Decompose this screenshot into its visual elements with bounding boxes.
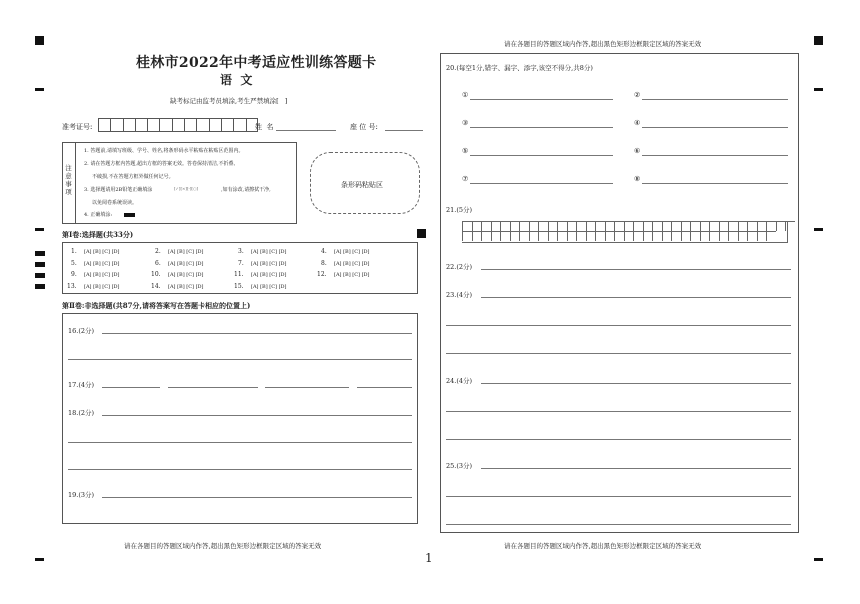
subject-title: 语 文 [220,73,253,87]
answer-line[interactable] [265,387,349,388]
registration-mark [814,88,823,91]
answer-line[interactable] [481,269,791,270]
choice-options[interactable]: [A] [B] [C] [D] [84,284,120,290]
blank-line[interactable] [642,183,788,184]
registration-mark [814,228,823,231]
question-number: 12. [317,271,327,278]
character-grid[interactable] [462,221,788,243]
blank-label: ⑧ [634,175,641,183]
blank-line[interactable] [642,99,788,100]
question-number: 1. [71,248,77,255]
answer-line[interactable] [102,333,412,334]
choice-options[interactable]: [A] [B] [C] [D] [251,284,287,290]
choice-options[interactable]: [A] [B] [C] [D] [168,284,204,290]
blank-label: ⑦ [462,175,469,183]
registration-mark [35,251,45,256]
exam-id-label: 准考证号: [62,123,93,131]
question-17-label: 17.(4分) [68,381,95,389]
question-16-label: 16.(2分) [68,327,95,335]
notice-item-4: 4. 正确填涂: [84,212,113,218]
question-23-label: 23.(4分) [446,291,473,299]
choice-options[interactable]: [A] [B] [C] [D] [334,272,370,278]
answer-line[interactable] [102,387,160,388]
choice-options[interactable]: [A] [B] [C] [D] [334,249,370,255]
answer-box-right [440,53,799,533]
choice-options[interactable]: [A] [B] [C] [D] [334,261,370,267]
choice-options[interactable]: [A] [B] [C] [D] [168,272,204,278]
choice-options[interactable]: [A] [B] [C] [D] [251,272,287,278]
choice-options[interactable]: [A] [B] [C] [D] [251,249,287,255]
blank-label: ② [634,91,641,99]
notice-item-2b: 不破损,不在答题方框外做任何记号。 [92,174,174,180]
blank-label: ⑥ [634,147,641,155]
blank-label: ① [462,91,469,99]
answer-line[interactable] [481,383,791,384]
choice-options[interactable]: [A] [B] [C] [D] [251,261,287,267]
part1-heading: 第Ⅰ卷:选择题(共33分) [62,230,134,239]
answer-line[interactable] [102,497,412,498]
choice-options[interactable]: [A] [B] [C] [D] [168,261,204,267]
absent-mark-note: 缺考标记由监考员填涂,考生严禁填涂[ ] [170,97,288,105]
registration-mark [35,88,44,91]
question-number: 9. [71,271,77,278]
top-note-right: 请在各题目的答题区域内作答,超出黑色矩形边框限定区域的答案无效 [504,40,702,48]
question-number: 4. [321,248,327,255]
registration-mark [35,262,45,267]
barcode-label: 条形码粘贴区 [341,181,383,189]
footer-note-right: 请在各题目的答题区域内作答,超出黑色矩形边框限定区域的答案无效 [504,542,702,550]
question-19-label: 19.(3分) [68,491,95,499]
choice-options[interactable]: [A] [B] [C] [D] [84,249,120,255]
notice-title: 注意事项 [65,164,72,196]
page-title: 桂林市2022年中考适应性训练答题卡 [136,55,377,71]
answer-line[interactable] [446,439,791,440]
answer-line[interactable] [68,359,412,360]
choice-options[interactable]: [A] [B] [C] [D] [84,261,120,267]
answer-line[interactable] [481,468,791,469]
answer-line[interactable] [481,297,791,298]
footer-note-left: 请在各题目的答题区域内作答,超出黑色矩形边框限定区域的答案无效 [124,542,322,550]
question-24-label: 24.(4分) [446,377,473,385]
question-number: 10. [151,271,161,278]
answer-line[interactable] [446,411,791,412]
registration-mark [35,558,44,561]
question-number: 2. [155,248,161,255]
question-25-label: 25.(3分) [446,462,473,470]
answer-line[interactable] [357,387,412,388]
blank-label: ⑤ [462,147,469,155]
blank-line[interactable] [642,127,788,128]
blank-line[interactable] [470,99,613,100]
name-label: 姓 名 [255,123,274,131]
question-number: 6. [155,260,161,267]
question-number: 14. [151,283,161,290]
notice-item-3: 3. 选择题请用2B铅笔正确填涂 [84,187,153,193]
notice-item-3b: ,如有涂改,请擦拭干净, [221,187,271,193]
answer-line[interactable] [446,325,791,326]
question-22-label: 22.(2分) [446,263,473,271]
choice-options[interactable]: [A] [B] [C] [D] [168,249,204,255]
answer-line[interactable] [102,415,412,416]
question-number: 7. [238,260,244,267]
question-number: 11. [234,271,244,278]
registration-mark [417,229,426,238]
blank-label: ④ [634,119,641,127]
registration-mark [35,36,44,45]
notice-item-3c: 以免阅卷系统误读。 [92,200,138,206]
answer-box-left [62,313,418,524]
answer-line[interactable] [446,524,791,525]
answer-line[interactable] [446,353,791,354]
blank-line[interactable] [470,155,613,156]
blank-line[interactable] [642,155,788,156]
question-18-label: 18.(2分) [68,409,95,417]
seat-label: 座 位 号: [350,123,378,131]
question-number: 13. [67,283,77,290]
correct-fill-sample [124,213,135,217]
registration-mark [35,228,44,231]
registration-mark [814,558,823,561]
name-field[interactable] [276,130,336,131]
wrong-fill-samples: [✓][×][-][○] [174,186,199,191]
notice-item-2: 2. 请在答题方框内答题,超出方框的答案无效。答卷保持清洁,不折叠、 [84,161,239,167]
notice-divider [75,142,76,224]
answer-line[interactable] [68,469,412,470]
registration-mark [814,36,823,45]
registration-mark [35,284,45,289]
seat-field[interactable] [385,130,423,131]
notice-item-1: 1. 答题前,请填写班级、学号、姓名,将条形码水平粘贴在粘贴区范围内。 [84,148,244,154]
blank-line[interactable] [470,127,613,128]
question-20-label: 20.(每空1分,错字、漏字、添字,该空不得分,共8分) [446,64,593,72]
question-number: 5. [71,260,77,267]
answer-line[interactable] [68,442,412,443]
choice-options[interactable]: [A] [B] [C] [D] [84,272,120,278]
question-number: 3. [238,248,244,255]
blank-line[interactable] [470,183,613,184]
page-number: 1 [425,551,433,565]
question-number: 15. [234,283,244,290]
registration-mark [35,273,45,278]
question-21-label: 21.(5分) [446,206,473,214]
answer-line[interactable] [446,496,791,497]
exam-id-boxes[interactable] [98,118,258,132]
answer-line[interactable] [168,387,258,388]
question-number: 8. [321,260,327,267]
blank-label: ③ [462,119,469,127]
part2-heading: 第Ⅱ卷:非选择题(共87分,请将答案写在答题卡相应的位置上) [62,301,251,310]
